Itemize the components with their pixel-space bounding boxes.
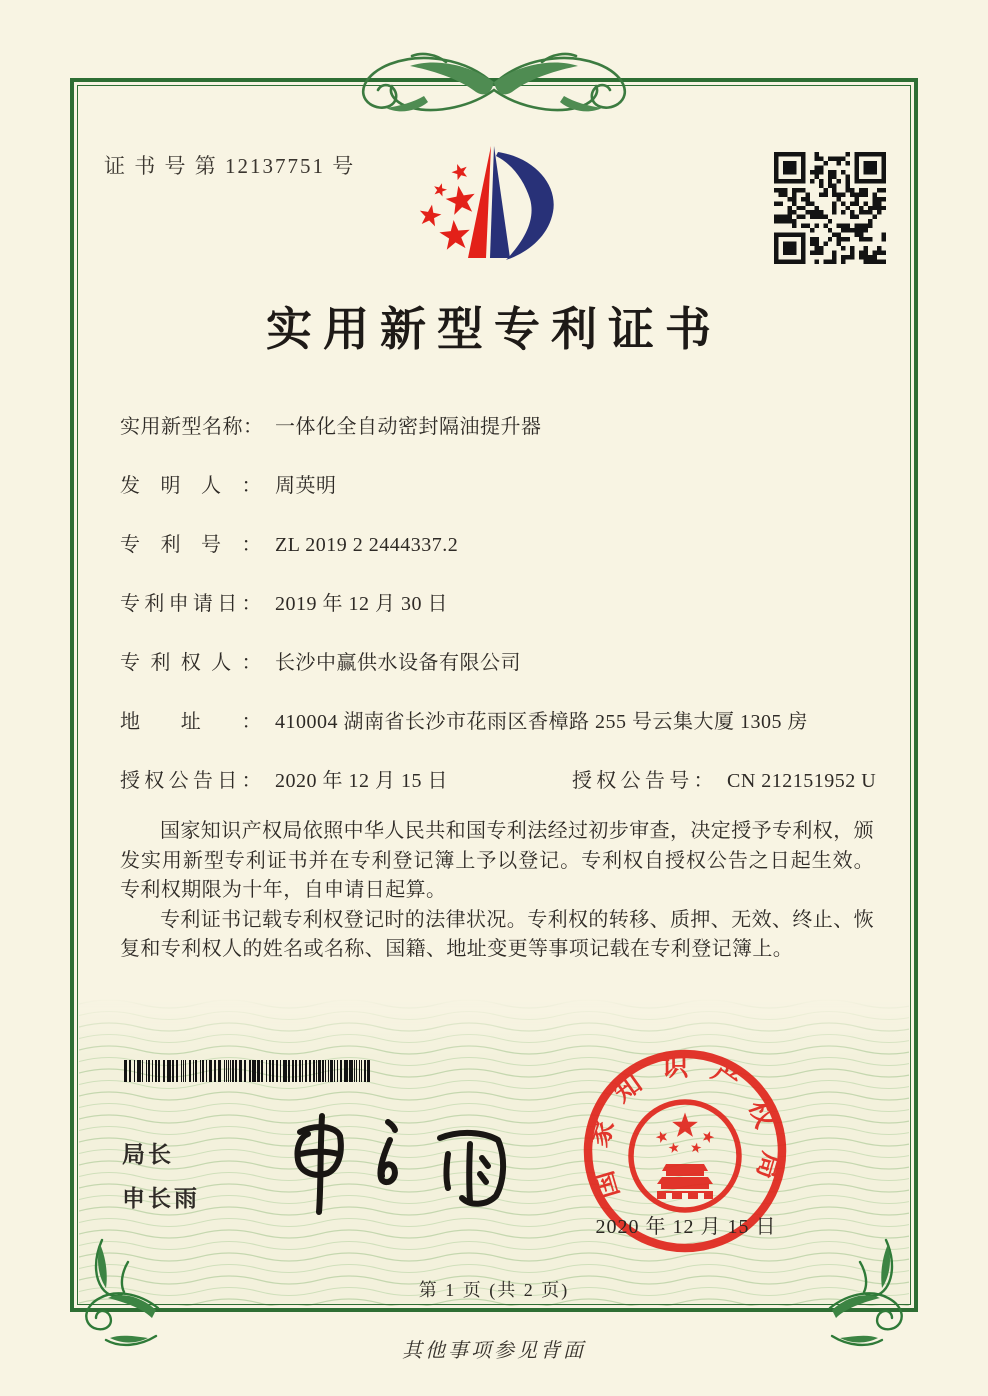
field-row-inventor xyxy=(120,471,890,501)
field-value: 2019 年 12 月 30 日 xyxy=(275,593,448,615)
field-row-filing-date xyxy=(120,589,890,619)
field-value: 长沙中赢供水设备有限公司 xyxy=(275,652,521,674)
field-label: 专利号： xyxy=(120,534,262,556)
field-grant-number xyxy=(572,766,876,796)
fields-section xyxy=(120,412,890,825)
field-row-patentee xyxy=(120,648,890,678)
top-flourish-ornament xyxy=(326,44,662,128)
page-info: 第 1 页 (共 2 页) xyxy=(418,1280,570,1300)
field-row-patent-no xyxy=(120,530,890,560)
field-label: 发明人： xyxy=(120,475,262,497)
field-row-address xyxy=(120,707,890,737)
seal-date: 2020 年 12 月 15 日 xyxy=(595,1216,777,1238)
field-label: 专利申请日： xyxy=(120,593,262,615)
field-value: 周英明 xyxy=(275,475,337,497)
back-note: 其他事项参见背面 xyxy=(402,1340,586,1362)
commissioner-title: 局长 xyxy=(122,1141,174,1167)
legal-text-section xyxy=(120,817,874,965)
field-value: 一体化全自动密封隔油提升器 xyxy=(275,416,542,438)
bottom-right-flourish-ornament xyxy=(802,1232,952,1382)
field-value: 410004 湖南省长沙市花雨区香樟路 255 号云集大厦 1305 房 xyxy=(275,711,808,733)
bottom-left-flourish-ornament xyxy=(36,1232,186,1382)
field-row-grant xyxy=(120,766,890,796)
certificate-title: 实用新型专利证书 xyxy=(266,304,722,355)
cnipa-logo-icon xyxy=(412,142,562,268)
seal-ring-text: 国家知识产权局 xyxy=(582,1051,788,1203)
field-label: 实用新型名称： xyxy=(120,416,264,438)
field-value: CN 212151952 U xyxy=(727,770,877,792)
field-label: 授权公告号： xyxy=(572,770,714,792)
field-value: ZL 2019 2 2444337.2 xyxy=(275,534,459,556)
field-label: 授权公告日： xyxy=(120,770,262,792)
commissioner-signature-image xyxy=(270,1110,515,1215)
field-label: 地址： xyxy=(120,711,262,733)
field-row-name xyxy=(120,412,890,442)
commissioner-name: 申长雨 xyxy=(122,1185,200,1211)
certificate-number: 证 书 号 第 12137751 号 xyxy=(104,154,356,178)
legal-paragraph: 专利证书记载专利权登记时的法律状况。专利权的转移、质押、无效、终止、恢复和专利权人的姓名或名称、国籍、地址变更等事项记载在专利登记簿上。 xyxy=(120,908,874,960)
field-grant-date xyxy=(120,766,572,796)
field-label: 专利权人： xyxy=(120,652,262,674)
field-value: 2020 年 12 月 15 日 xyxy=(275,770,448,792)
barcode xyxy=(124,1060,370,1082)
legal-paragraph: 国家知识产权局依照中华人民共和国专利法经过初步审查，决定授予专利权，颁发实用新型专利证书并在专利登记簿上予以登记。专利权自授权公告之日起生效。专利权期限为十年，自申请日起算。 xyxy=(120,820,874,901)
qr-code xyxy=(774,152,886,264)
national-emblem-icon xyxy=(631,1102,739,1210)
